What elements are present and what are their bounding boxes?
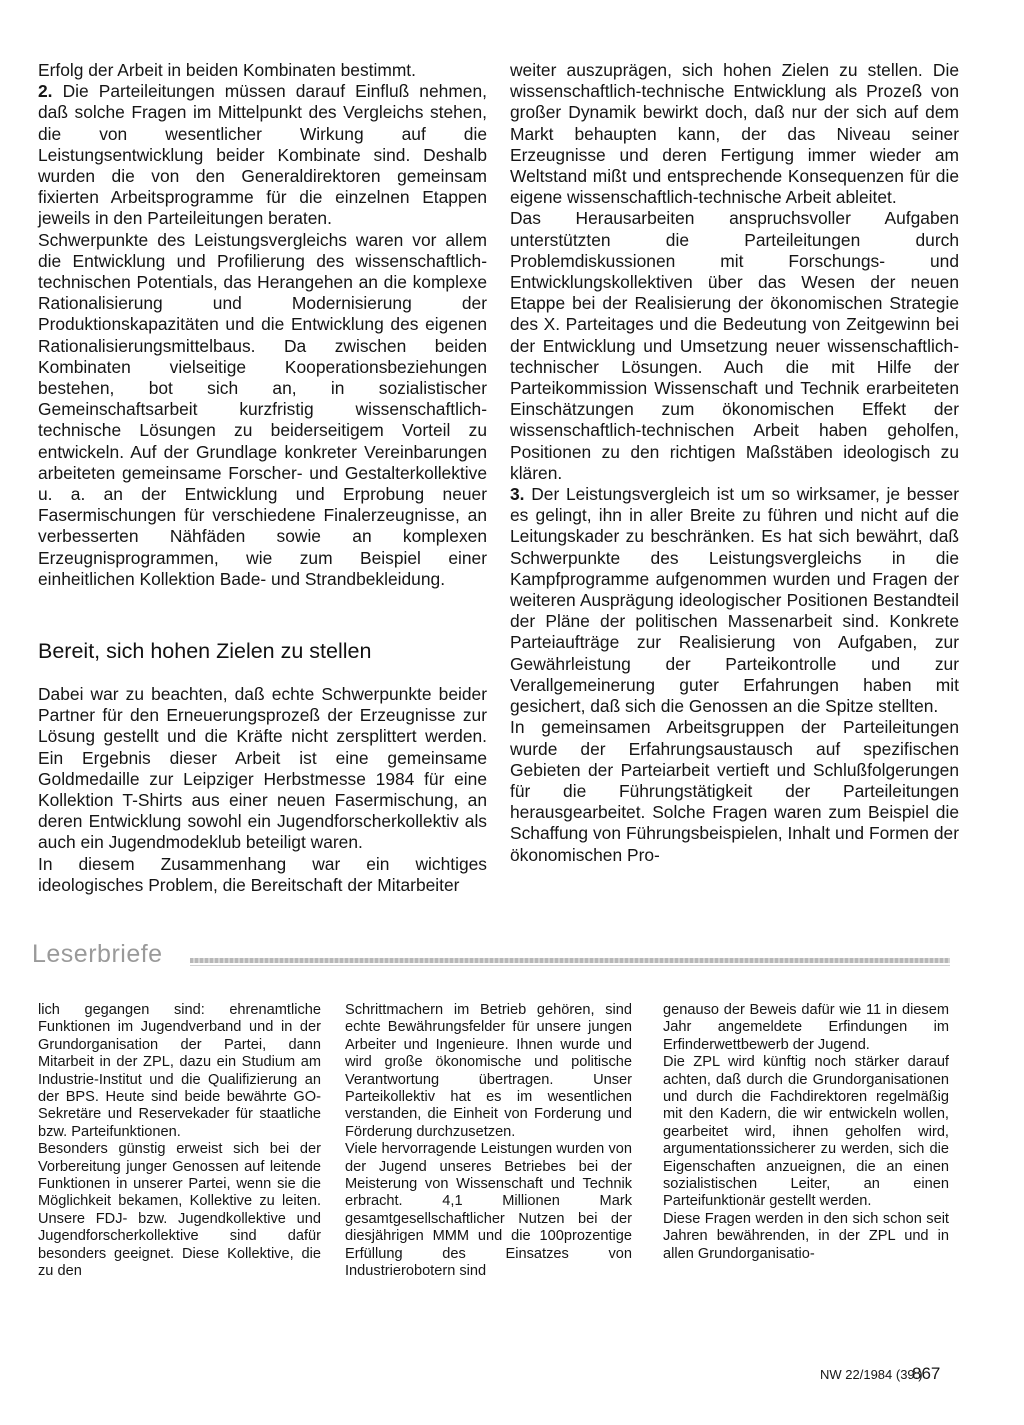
rubric-bar [32, 938, 952, 972]
paragraph: Die ZPL wird künftig noch stärker darauf achten, daß durch die Grundorganisationen und durch die Fachdirektoren regelmäßig mit den Kadern, die wir entwickeln wollen, gearbeitet wird, ihnen geholfen wird, argumentationssicherer zu werden, sich die Eigenschaften anzueignen, die an einen sozialistischen Leiter, an einen Parteifunktionär gestellt werden. [663, 1054, 949, 1210]
article-column-left [38, 60, 487, 620]
letter-column-2 [345, 1002, 632, 1281]
paragraph: Schwerpunkte des Leistungsvergleichs waren vor allem die Entwicklung und Profilierung des wissenschaftlich-technischen Potentials, das Herangehen an die komplexe Rationalisierung und Modernisierung der Produktionskapazitäten und die Entwicklung des eigenen Rationalisierungsmittelbaus. Da zwischen beiden Kombinaten vielseitige Kooperationsbeziehungen bestehen, bot sich an, in sozialistischer Gemeinschaftsarbeit kurzfristig wissenschaftlich-technische Lösungen zu beiderseitigem Vorteil zu entwickeln. Auf der Grundlage konkreter Vereinbarungen arbeiteten gemeinsame Forscher- und Gestalterkollektive u. a. an der Entwicklung und Erprobung neuer Fasermischungen für verschiedene Finalerzeugnisse, an verbesserten Nähfäden sowie an komplexen Erzeugnisprogrammen, wie zum Beispiel einer einheitlichen Kollektion Bade- und Strandbekleidung. [38, 229, 487, 589]
paragraph: Viele hervorragende Leistungen wurden von der Jugend unseres Betriebes bei der Meisterung von Wissenschaft und Technik erbracht. 4,1 Millionen Mark gesamtgesellschaftlicher Nutzen bei der diesjährigen MMM und die 100prozentige Erfüllung des Einsatzes von Industrierobotern sind [345, 1141, 632, 1280]
article-column-left-continued [38, 684, 487, 896]
paragraph: genauso der Beweis dafür wie 11 in diesem Jahr angemeldete Erfindungen im Erfinderwettbewerb der Jugend. [663, 1002, 949, 1053]
paragraph: Erfolg der Arbeit in beiden Kombinaten bestimmt. [38, 60, 416, 80]
letter-column-1 [38, 1002, 321, 1281]
paragraph: Das Herausarbeiten anspruchsvoller Aufgaben unterstützten die Parteileitungen durch Problemdiskussionen mit Forschungs- und Entwicklungskollektiven über das Wesen der neuen Etappe bei der Realisierung der ökonomischen Strategie des X. Parteitages und die Bedeutung von Zeitgewinn bei der Entwicklung und Umsetzung neuer wissenschaftlich-technischer Lösungen. Auch die mit Hilfe der Parteikommission Wissenschaft und Technik erarbeiteten Einschätzungen zum ökonomischen Effekt der wissenschaftlich-technischen Arbeit haben geholfen, Positionen zu den richtigen Maßstäben ideologisch zu klären. [510, 208, 959, 483]
paragraph: In gemeinsamen Arbeitsgruppen der Parteileitungen wurde der Erfahrungsaustausch auf spezifischen Gebieten der Parteiarbeit vertieft und Schlußfolgerungen für die Führungstätigkeit der Parteileitungen herausgearbeitet. Solche Fragen waren zum Beispiel die Schaffung von Führungsbeispielen, Inhalt und Formen der ökonomischen Pro- [510, 717, 959, 865]
paragraph: weiter auszuprägen, sich hohen Zielen zu stellen. Die wissenschaftlich-technische Entwicklung als Prozeß von großer Dynamik bewirkt doch, daß nur der sich auf dem Markt behaupten kann, der das Niveau seiner Erzeugnisse und deren Fertigung immer wieder am Weltstand mißt und entsprechende Konsequenzen für die eigene wissenschaftlich-technische Arbeit ableitet. [510, 60, 959, 208]
rubric-title: Leserbriefe [32, 940, 163, 968]
paragraph: lich gegangen sind: ehrenamtliche Funktionen im Jugendverband und in der Grundorganisation der Partei, dann Mitarbeit in der ZPL, dazu ein Studium am Industrie-Institut und die Qualifizierung an der BPS. Heute sind beide bewährte GO-Sekretäre und Reservekader für staatliche bzw. Parteifunktionen. [38, 1002, 321, 1140]
article-column-right [510, 60, 959, 866]
page-number: 867 [912, 1364, 941, 1383]
section-heading: Bereit, sich hohen Zielen zu stellen [38, 639, 372, 663]
rubric-rule-thin [190, 965, 950, 966]
paragraph: 2. Die Parteileitungen müssen darauf Einfluß nehmen, daß solche Fragen im Mittelpunkt des Vergleichs stehen, die von wesentlicher Wirkung auf die Leistungsentwicklung beider Kombinate sind. Deshalb wurden die von den Generaldirektoren gemeinsam fixierten Arbeitsprogramme für die einzelnen Etappen jeweils in den Parteileitungen beraten. [38, 81, 487, 229]
issue-reference: NW 22/1984 (39.) [820, 1367, 923, 1382]
paragraph: In diesem Zusammenhang war ein wichtiges ideologisches Problem, die Bereitschaft der Mitarbeiter [38, 853, 487, 895]
paragraph: Besonders günstig erweist sich bei der Vorbereitung junger Genossen auf leitende Funktionen in unserer Partei, wenn sie die Möglichkeit bekamen, Kollektive zu leiten. Unsere FDJ- bzw. Jugendkollektive und Jugendforscherkollektive sind dafür besonders geeignet. Diese Kollektive, die zu den [38, 1141, 321, 1280]
paragraph: Diese Fragen werden in den sich schon seit Jahren bewährenden, in der ZPL und in allen Grundorganisatio- [663, 1210, 949, 1262]
paragraph: 3. Der Leistungsvergleich ist um so wirksamer, je besser es gelingt, ihn in aller Breite zu führen und nicht auf die Leitungskader zu beschränken. Es hat sich bewährt, daß Schwerpunkte des Leistungsvergleichs in die Kampfprogramme aufgenommen wurden und Fragen der weiteren Ausprägung ideologischer Positionen Bestandteil der Pläne der politischen Massenarbeit sind. Konkrete Parteiaufträge zur Realisierung von Aufgaben, zur Gewährleistung der Parteikontrolle und zur Verallgemeinerung guter Erfahrungen haben mit gesichert, daß sich die Genossen an die Spitze stellten. [510, 484, 959, 717]
paragraph: Dabei war zu beachten, daß echte Schwerpunkte beider Partner für den Erneuerungsprozeß der Erzeugnisse zur Lösung gestellt und die Kräfte nicht zersplittert werden. Ein Ergebnis dieser Arbeit ist eine gemeinsame Goldmedaille zur Leipziger Herbstmesse 1984 für eine Kollektion T-Shirts aus einer neuen Fasermischung, an deren Entwicklung sowohl ein Jugendforscherkollektiv als auch ein Jugendmodeklub beteiligt waren. [38, 684, 487, 853]
paragraph: Schrittmachern im Betrieb gehören, sind echte Bewährungsfelder für unsere jungen Arbeiter und Ingenieure. Ihnen wurde und wird große ökonomische und politische Verantwortung übertragen. Unser Parteikollektiv hat es im wesentlichen verstanden, die Einheit von Forderung und Förderung durchzusetzen. [345, 1002, 632, 1140]
rubric-rule [190, 958, 950, 963]
letter-column-3 [663, 1002, 949, 1263]
